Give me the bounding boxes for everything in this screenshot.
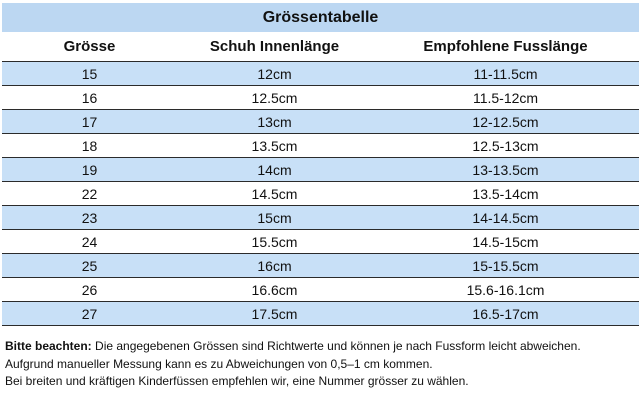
- notes-line-1: [5, 338, 641, 356]
- notes-block: [5, 338, 641, 391]
- foot-length-cell: 13-13.5cm: [372, 158, 639, 182]
- shoe-length-cell: 12.5cm: [177, 86, 372, 110]
- notes-line-2: Aufgrund manueller Messung kann es zu Abweichungen von 0,5–1 cm kommen.: [5, 356, 433, 371]
- size-cell: 22: [2, 182, 177, 206]
- notes-label: Bitte beachten:: [5, 339, 92, 353]
- table-row: [2, 206, 639, 230]
- size-cell: 26: [2, 278, 177, 302]
- size-cell: 27: [2, 302, 177, 326]
- foot-length-cell: 13.5-14cm: [372, 182, 639, 206]
- size-cell: 24: [2, 230, 177, 254]
- foot-length-cell: 11-11.5cm: [372, 62, 639, 86]
- table-row: [2, 230, 639, 254]
- header-recommended-foot-length: Empfohlene Fusslänge: [372, 32, 639, 62]
- foot-length-cell: 11.5-12cm: [372, 86, 639, 110]
- shoe-length-cell: 13cm: [177, 110, 372, 134]
- size-cell: 15: [2, 62, 177, 86]
- shoe-length-cell: 14cm: [177, 158, 372, 182]
- size-cell: 16: [2, 86, 177, 110]
- table-row: [2, 278, 639, 302]
- size-chart-table: [2, 3, 639, 326]
- table-title-row: [2, 3, 639, 32]
- shoe-length-cell: 16cm: [177, 254, 372, 278]
- foot-length-cell: 12-12.5cm: [372, 110, 639, 134]
- size-cell: 23: [2, 206, 177, 230]
- header-size: Grösse: [2, 32, 177, 62]
- size-cell: 17: [2, 110, 177, 134]
- shoe-length-cell: 15cm: [177, 206, 372, 230]
- shoe-length-cell: 14.5cm: [177, 182, 372, 206]
- table-header-row: [2, 32, 639, 62]
- table-row: [2, 182, 639, 206]
- size-cell: 25: [2, 254, 177, 278]
- foot-length-cell: 14-14.5cm: [372, 206, 639, 230]
- size-cell: 19: [2, 158, 177, 182]
- table-row: [2, 110, 639, 134]
- shoe-length-cell: 15.5cm: [177, 230, 372, 254]
- shoe-length-cell: 16.6cm: [177, 278, 372, 302]
- shoe-length-cell: 17.5cm: [177, 302, 372, 326]
- table-row: [2, 302, 639, 326]
- notes-text-1: Die angegebenen Grössen sind Richtwerte und können je nach Fussform leicht abweichen.: [95, 339, 581, 353]
- notes-line-3: Bei breiten und kräftigen Kinderfüssen empfehlen wir, eine Nummer grösser zu wählen.: [5, 374, 469, 388]
- shoe-length-cell: 13.5cm: [177, 134, 372, 158]
- foot-length-cell: 14.5-15cm: [372, 230, 639, 254]
- size-cell: 18: [2, 134, 177, 158]
- table-row: [2, 254, 639, 278]
- foot-length-cell: 15.6-16.1cm: [372, 278, 639, 302]
- table-row: [2, 158, 639, 182]
- shoe-length-cell: 12cm: [177, 62, 372, 86]
- table-title: Grössentabelle: [2, 3, 639, 32]
- table-row: [2, 134, 639, 158]
- foot-length-cell: 12.5-13cm: [372, 134, 639, 158]
- foot-length-cell: 16.5-17cm: [372, 302, 639, 326]
- table-row: [2, 62, 639, 86]
- foot-length-cell: 15-15.5cm: [372, 254, 639, 278]
- table-row: [2, 86, 639, 110]
- header-shoe-inner-length: Schuh Innenlänge: [177, 32, 372, 62]
